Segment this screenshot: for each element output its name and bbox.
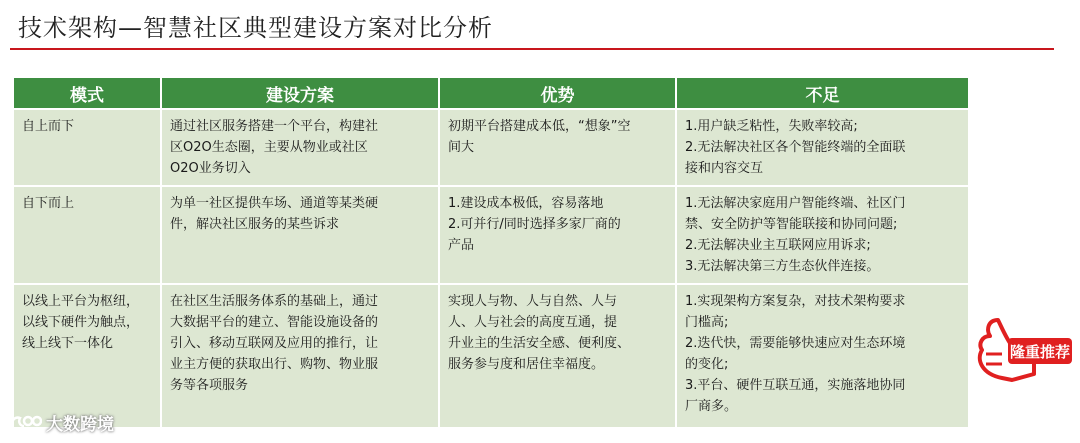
cell-shortage (676, 109, 969, 186)
header-advantage: 优势 (439, 77, 676, 109)
cell-line: 人、人与社会的高度互通，提 (448, 315, 618, 330)
cell-line: 务等各项服务 (170, 378, 249, 393)
watermark (8, 410, 114, 435)
cell-line: 升业主的生活安全感、便利度、 (448, 336, 631, 351)
cell-line: 禁、安全防护等智能联接和协同问题; (685, 217, 898, 232)
cell-line: 件，解决社区服务的某些诉求 (170, 217, 340, 232)
cell-line: 自下而上 (22, 196, 75, 211)
cell-line: 线上线下一体化 (22, 336, 114, 351)
title-divider (10, 48, 1054, 50)
cell-line: 以线下硬件为触点， (22, 315, 140, 330)
cell-line: 3.平台、硬件互联互通，实施落地协同 (685, 378, 906, 393)
cell-line: 在社区生活服务体系的基础上，通过 (170, 294, 379, 309)
cell-line: 为单一社区提供车场、通道等某类硬 (170, 196, 379, 211)
cell-mode (13, 109, 161, 186)
cell-shortage (676, 284, 969, 428)
cell-plan (161, 109, 439, 186)
page-title: 技术架构—智慧社区典型建设方案对比分析 (18, 14, 493, 42)
cell-line: 厂商多。 (685, 399, 738, 414)
cell-plan (161, 284, 439, 428)
cell-line: 产品 (448, 238, 475, 253)
header-mode: 模式 (13, 77, 161, 109)
cell-line: 3.无法解决第三方生态伙伴连接。 (685, 259, 880, 274)
cell-line: 通过社区服务搭建一个平台，构建社 (170, 119, 379, 134)
recommend-badge (972, 308, 1074, 388)
table-row (13, 109, 969, 186)
cell-advantage (439, 186, 676, 284)
table-row (13, 186, 969, 284)
cell-line: 大数据平台的建立、智能设施设备的 (170, 315, 379, 330)
cell-line: 2.迭代快，需要能够快速应对生态环境 (685, 336, 906, 351)
cell-line: 2.无法解决社区各个智能终端的全面联 (685, 140, 906, 155)
cell-line: 业主方便的获取出行、购物、物业服 (170, 357, 379, 372)
cell-plan (161, 186, 439, 284)
cell-line: 间大 (448, 140, 475, 155)
cell-line: 1.无法解决家庭用户智能终端、社区门 (685, 196, 906, 211)
cell-line: 初期平台搭建成本低，“想象”空 (448, 119, 631, 134)
cell-line: 实现人与物、人与自然、人与 (448, 294, 618, 309)
logo-icon (8, 412, 42, 434)
cell-line: 引入、移动互联网及应用的推行，让 (170, 336, 379, 351)
cell-line: 接和内容交互 (685, 161, 764, 176)
table-header-row (13, 77, 969, 109)
cell-line: 的变化; (685, 357, 729, 372)
cell-advantage (439, 109, 676, 186)
cell-line: 区O2O生态圈，主要从物业或社区 (170, 140, 368, 155)
cell-line: 服务参与度和居住幸福度。 (448, 357, 605, 372)
cell-line: O2O业务切入 (170, 161, 251, 176)
cell-line: 自上而下 (22, 119, 75, 134)
watermark-text: 大数跨境 (46, 415, 114, 435)
table-row (13, 284, 969, 428)
header-shortage: 不足 (676, 77, 969, 109)
cell-line: 1.实现架构方案复杂，对技术架构要求 (685, 294, 906, 309)
cell-line: 门槛高; (685, 315, 729, 330)
badge-text: 隆重推荐 (1009, 343, 1071, 361)
cell-advantage (439, 284, 676, 428)
cell-mode (13, 186, 161, 284)
cell-line: 2.无法解决业主互联网应用诉求; (685, 238, 871, 253)
header-plan: 建设方案 (161, 77, 439, 109)
cell-line: 1.用户缺乏粘性，失败率较高; (685, 119, 858, 134)
cell-line: 以线上平台为枢纽， (22, 294, 140, 309)
cell-shortage (676, 186, 969, 284)
cell-mode (13, 284, 161, 428)
cell-line: 1.建设成本极低，容易落地 (448, 196, 604, 211)
comparison-table (12, 76, 970, 429)
cell-line: 2.可并行/同时选择多家厂商的 (448, 217, 621, 232)
